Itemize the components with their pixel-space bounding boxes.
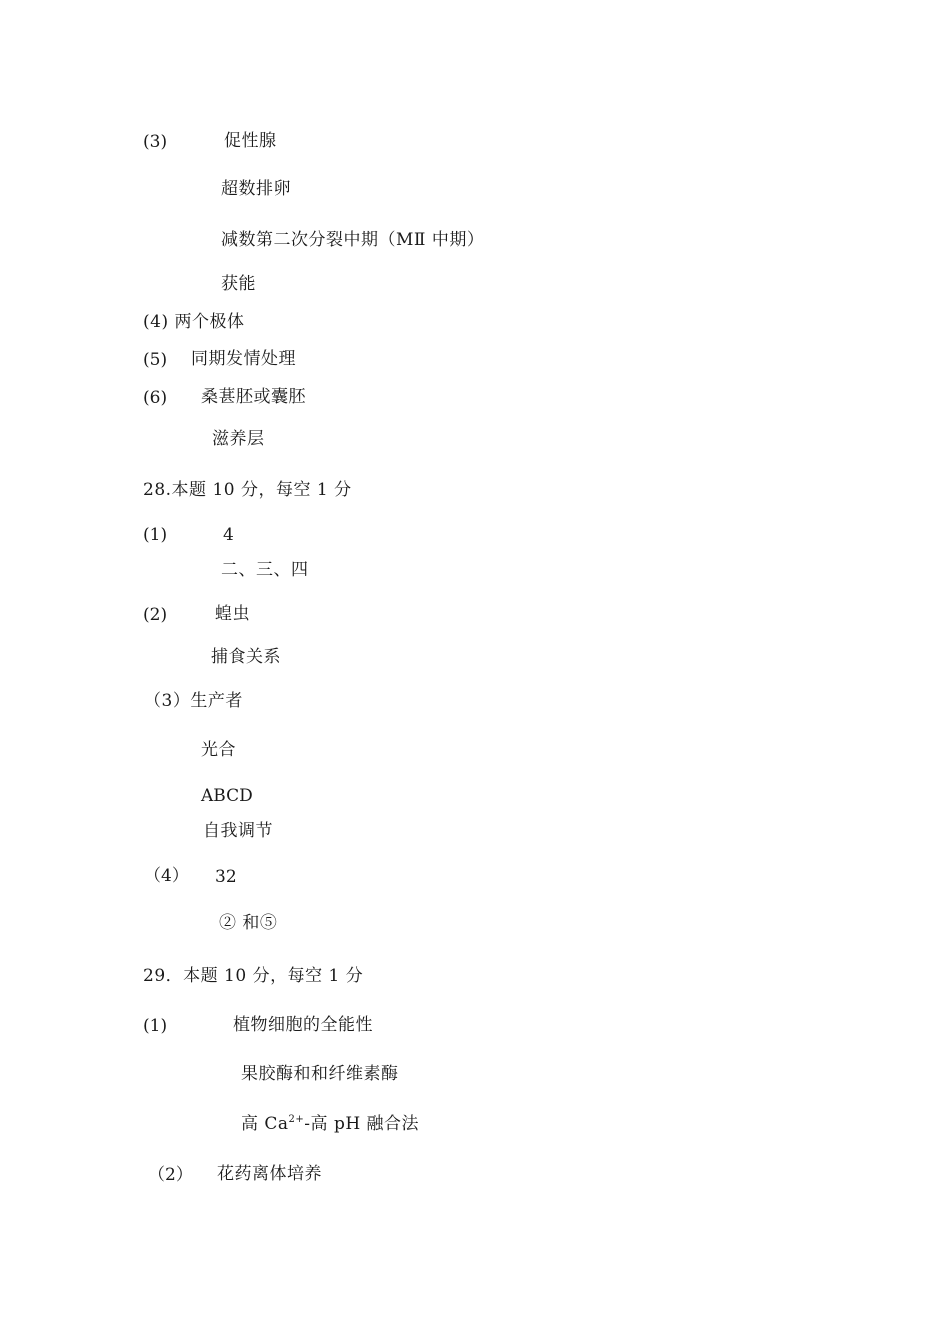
question-29-header: 29．本题 10 分，每空 1 分 [143,966,364,986]
answer-text: 蝗虫 [215,604,250,624]
answer-text: 桑葚胚或囊胚 [201,387,306,407]
answer-text: 果胶酶和和纤维素酶 [241,1064,399,1084]
answer-text: 获能 [221,274,256,294]
answer-text: 4 [223,525,234,545]
answer-text: 32 [215,867,237,887]
answer-line: (4) 两个极体 [143,312,245,332]
answer-text-part: 高 Ca [241,1114,289,1134]
answer-text: ② 和⑤ [219,913,278,933]
answer-text: 同期发情处理 [191,349,296,369]
charge-superscript: 2+ [288,1114,305,1125]
question-28-header: 28.本题 10 分，每空 1 分 [143,480,352,500]
answer-text: ABCD [201,786,253,806]
answer-text: 植物细胞的全能性 [233,1015,373,1035]
item-number-3: (3) [143,132,168,152]
answer-text-part: -高 pH 融合法 [304,1114,420,1134]
answer-text: 减数第二次分裂中期（MⅡ 中期） [221,230,485,250]
item-number-2: （2） [148,1165,193,1185]
answer-text: 二、三、四 [221,560,309,580]
answer-text [241,1116,419,1133]
answer-text: 花药离体培养 [217,1164,322,1184]
answer-line: （3）生产者 [144,691,243,711]
item-number-6: (6) [143,388,168,408]
item-number-5: (5) [143,350,168,370]
item-number-1: (1) [143,525,168,545]
answer-text: 捕食关系 [211,647,281,667]
answer-text: 滋养层 [212,429,265,449]
answer-text: 促性腺 [224,131,277,151]
item-number-2: (2) [143,605,168,625]
answer-text: 光合 [201,740,236,760]
answer-text: 超数排卵 [221,179,291,199]
answer-text: 自我调节 [203,821,273,841]
item-number-1: (1) [143,1016,168,1036]
item-number-4: （4） [144,866,189,886]
